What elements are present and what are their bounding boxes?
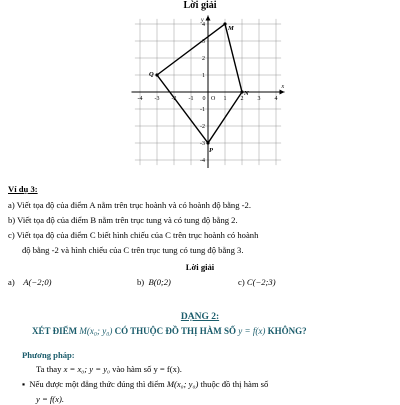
example-question-b: b) Viết tọa độ của điểm B nằm trên trục tung và có tung độ bằng 2.: [8, 215, 238, 225]
point-m-label: M: [228, 25, 234, 32]
method-line1-expr: x = x₀; y = y₀: [63, 364, 111, 374]
origin-label: O: [211, 96, 216, 102]
answer-b: [137, 277, 171, 288]
y-tick-label: 1: [202, 73, 205, 79]
point-m-dot: [223, 22, 226, 25]
method-line1-text-b: vào hàm số y = f(x).: [112, 364, 182, 374]
answer-a: [8, 277, 52, 288]
section-subtitle-part2: CÓ THUỘC ĐỒ THỊ HÀM SỐ: [114, 326, 237, 336]
x-axis-arrow-icon: [280, 90, 285, 95]
method-line1: [36, 364, 182, 375]
answer-a-value: A(−2;0): [23, 277, 52, 287]
method-line2-text-a: Nếu được một đẳng thức đúng thì điểm: [29, 379, 165, 389]
y-tick-label: 2: [202, 56, 205, 62]
method-title: Phương pháp:: [22, 350, 75, 360]
y-tick-label: 3: [202, 39, 205, 45]
bullet-icon: ▪: [22, 379, 26, 389]
y-tick-label: 4: [202, 22, 205, 28]
point-p-dot: [206, 141, 209, 144]
section-title: DẠNG 2:: [180, 312, 220, 322]
x-tick-label: 4: [274, 96, 278, 102]
point-q-dot: [155, 73, 158, 76]
x-tick-label: -3: [154, 96, 160, 102]
x-tick-label: -2: [171, 96, 177, 102]
point-q-label: Q: [149, 71, 154, 78]
x-tick-label: 3: [257, 96, 261, 102]
answer-a-label: a): [8, 277, 15, 287]
method-line3-partial: y = f(x).: [36, 394, 64, 404]
coordinate-graph: [118, 14, 298, 168]
answer-b-value: B(0;2): [148, 277, 171, 287]
example-question-c-line1: c) Viết tọa độ của điểm C biết hình chiếu của C trên trục hoành có hoành: [8, 230, 259, 240]
graph-axes: [132, 16, 285, 169]
section-subtitle-part1: XÉT ĐIỂM: [32, 326, 78, 336]
answer-b-label: b): [137, 277, 145, 287]
y-axis-label: y: [201, 17, 204, 24]
point-p-label: P: [209, 147, 213, 154]
x-tick-label: 2: [240, 96, 244, 102]
point-n-label: N: [244, 90, 249, 97]
solution-heading: Lời giải: [183, 0, 217, 11]
example-title: Ví dụ 3:: [8, 184, 38, 194]
x-axis-label: x: [281, 84, 285, 90]
y-tick-label: -4: [200, 158, 205, 164]
example-question-c-line2: độ bằng -2 và hình chiếu của C trên trục tung có tung độ bằng 3.: [22, 245, 244, 255]
section-subtitle-func: y = f(x): [238, 326, 266, 336]
x-tick-label: 1: [223, 96, 227, 102]
example-question-a: a) Viết tọa độ của điểm A nằm trên trục hoành và có hoành độ bằng -2.: [8, 200, 251, 210]
method-line2-expr: M(x₀; y₀): [166, 379, 199, 389]
x-tick-label-zero: 0: [202, 96, 206, 102]
example-solution-heading: Lời giải: [185, 262, 215, 272]
y-axis-arrow-icon: [206, 16, 211, 21]
answer-c-label: c): [238, 277, 245, 287]
graph-points: [149, 22, 249, 154]
x-tick-label: -1: [188, 96, 194, 102]
method-line1-text-a: Ta thay: [36, 364, 62, 374]
section-subtitle-part3: KHÔNG?: [267, 326, 307, 336]
answer-c-value: C(−2;3): [246, 277, 276, 287]
x-tick-label: -4: [137, 96, 143, 102]
y-tick-label: -3: [200, 141, 205, 147]
y-tick-label: -2: [200, 124, 205, 130]
answer-c: [238, 277, 276, 288]
section-subtitle: [32, 326, 307, 337]
method-line2-text-b: thuộc đồ thị hàm số: [200, 379, 269, 389]
section-subtitle-point: M(x₀; y₀): [79, 326, 113, 336]
method-line2: [22, 379, 268, 390]
y-tick-label: -1: [200, 107, 205, 113]
